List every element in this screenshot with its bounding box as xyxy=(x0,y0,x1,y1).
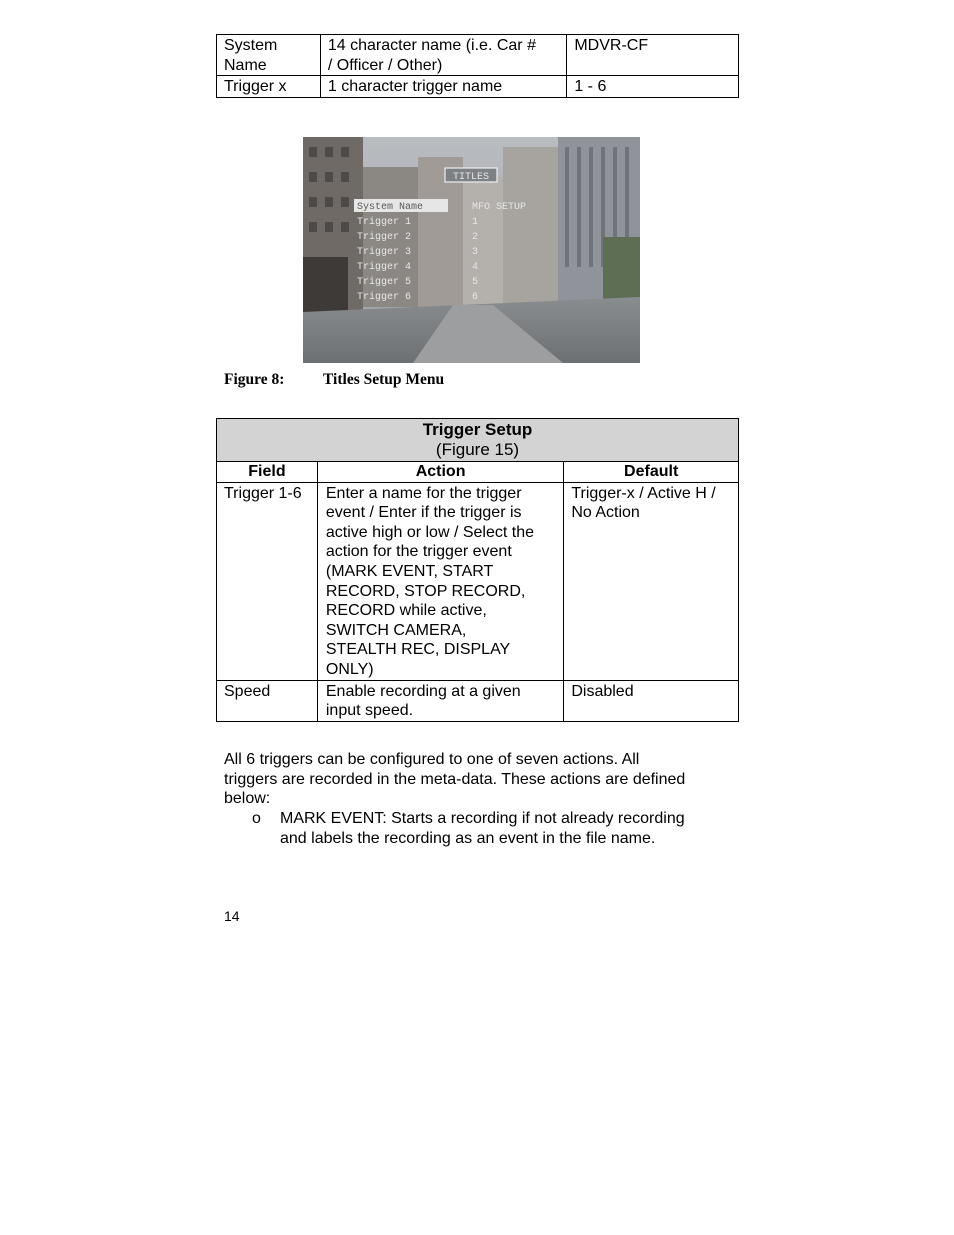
table-row xyxy=(217,680,739,721)
table-title-text: Trigger Setup xyxy=(422,420,533,439)
table-header-row xyxy=(217,462,739,483)
field-cell: Trigger 1-6 xyxy=(217,482,318,680)
table-title xyxy=(217,419,739,462)
osd-title: TITLES xyxy=(452,172,490,183)
menu-value-trigger-2: 2 xyxy=(472,232,479,243)
menu-value-trigger-4: 4 xyxy=(472,262,479,273)
field-cell: Trigger x xyxy=(217,76,321,98)
menu-item-trigger-1: Trigger 1 xyxy=(357,217,412,228)
column-header-field: Field xyxy=(217,462,318,483)
menu-value-trigger-1: 1 xyxy=(472,217,479,228)
menu-value-trigger-5: 5 xyxy=(472,277,479,288)
caption-title: Titles Setup Menu xyxy=(323,371,445,388)
default-cell: Disabled xyxy=(564,680,739,721)
menu-item-trigger-3: Trigger 3 xyxy=(357,247,412,258)
menu-item-system-name: System Name xyxy=(357,202,424,213)
menu-item-trigger-6: Trigger 6 xyxy=(357,292,412,303)
menu-item-trigger-2: Trigger 2 xyxy=(357,232,412,243)
trigger-setup-table xyxy=(216,418,739,722)
description-cell: 14 character name (i.e. Car # / Officer / Other) xyxy=(320,35,566,76)
column-header-action: Action xyxy=(317,462,563,483)
settings-table xyxy=(216,34,739,98)
table-title-row xyxy=(217,419,739,462)
bullet-text: MARK EVENT: Starts a recording if not already recording and labels the recording as an event in the file name. xyxy=(280,810,685,847)
table-row xyxy=(217,76,739,98)
figure-caption xyxy=(224,371,445,389)
table-row xyxy=(217,482,739,680)
bullet-marker: o xyxy=(252,810,261,827)
page-number: 14 xyxy=(224,908,240,924)
column-header-default: Default xyxy=(564,462,739,483)
action-cell: Enter a name for the trigger event / Enter if the trigger is active high or low / Select the action for the trigger event (MARK EVENT, START RECORD, STOP RECORD, RECORD while active, SWITCH CAMERA, STEALTH REC, DISPLAY ONLY) xyxy=(317,482,563,680)
menu-value-trigger-3: 3 xyxy=(472,247,479,258)
description-cell: 1 character trigger name xyxy=(320,76,566,98)
titles-setup-screenshot xyxy=(303,137,640,363)
default-cell: 1 - 6 xyxy=(567,76,739,98)
menu-item-trigger-4: Trigger 4 xyxy=(357,262,412,273)
field-cell: Speed xyxy=(217,680,318,721)
menu-value-trigger-6: 6 xyxy=(472,292,479,303)
caption-label: Figure 8: xyxy=(224,371,285,388)
default-cell: MDVR-CF xyxy=(567,35,739,76)
body-paragraph: All 6 triggers can be configured to one of seven actions. All triggers are recorded in the meta-data. These actions are defined below: xyxy=(224,751,686,808)
field-cell: System Name xyxy=(217,35,321,76)
table-row xyxy=(217,35,739,76)
table-subtitle: (Figure 15) xyxy=(435,440,520,459)
menu-value-system-name: MFO SETUP xyxy=(472,202,527,213)
menu-item-trigger-5: Trigger 5 xyxy=(357,277,412,288)
default-cell: Trigger-x / Active H / No Action xyxy=(564,482,739,680)
action-cell: Enable recording at a given input speed. xyxy=(317,680,563,721)
